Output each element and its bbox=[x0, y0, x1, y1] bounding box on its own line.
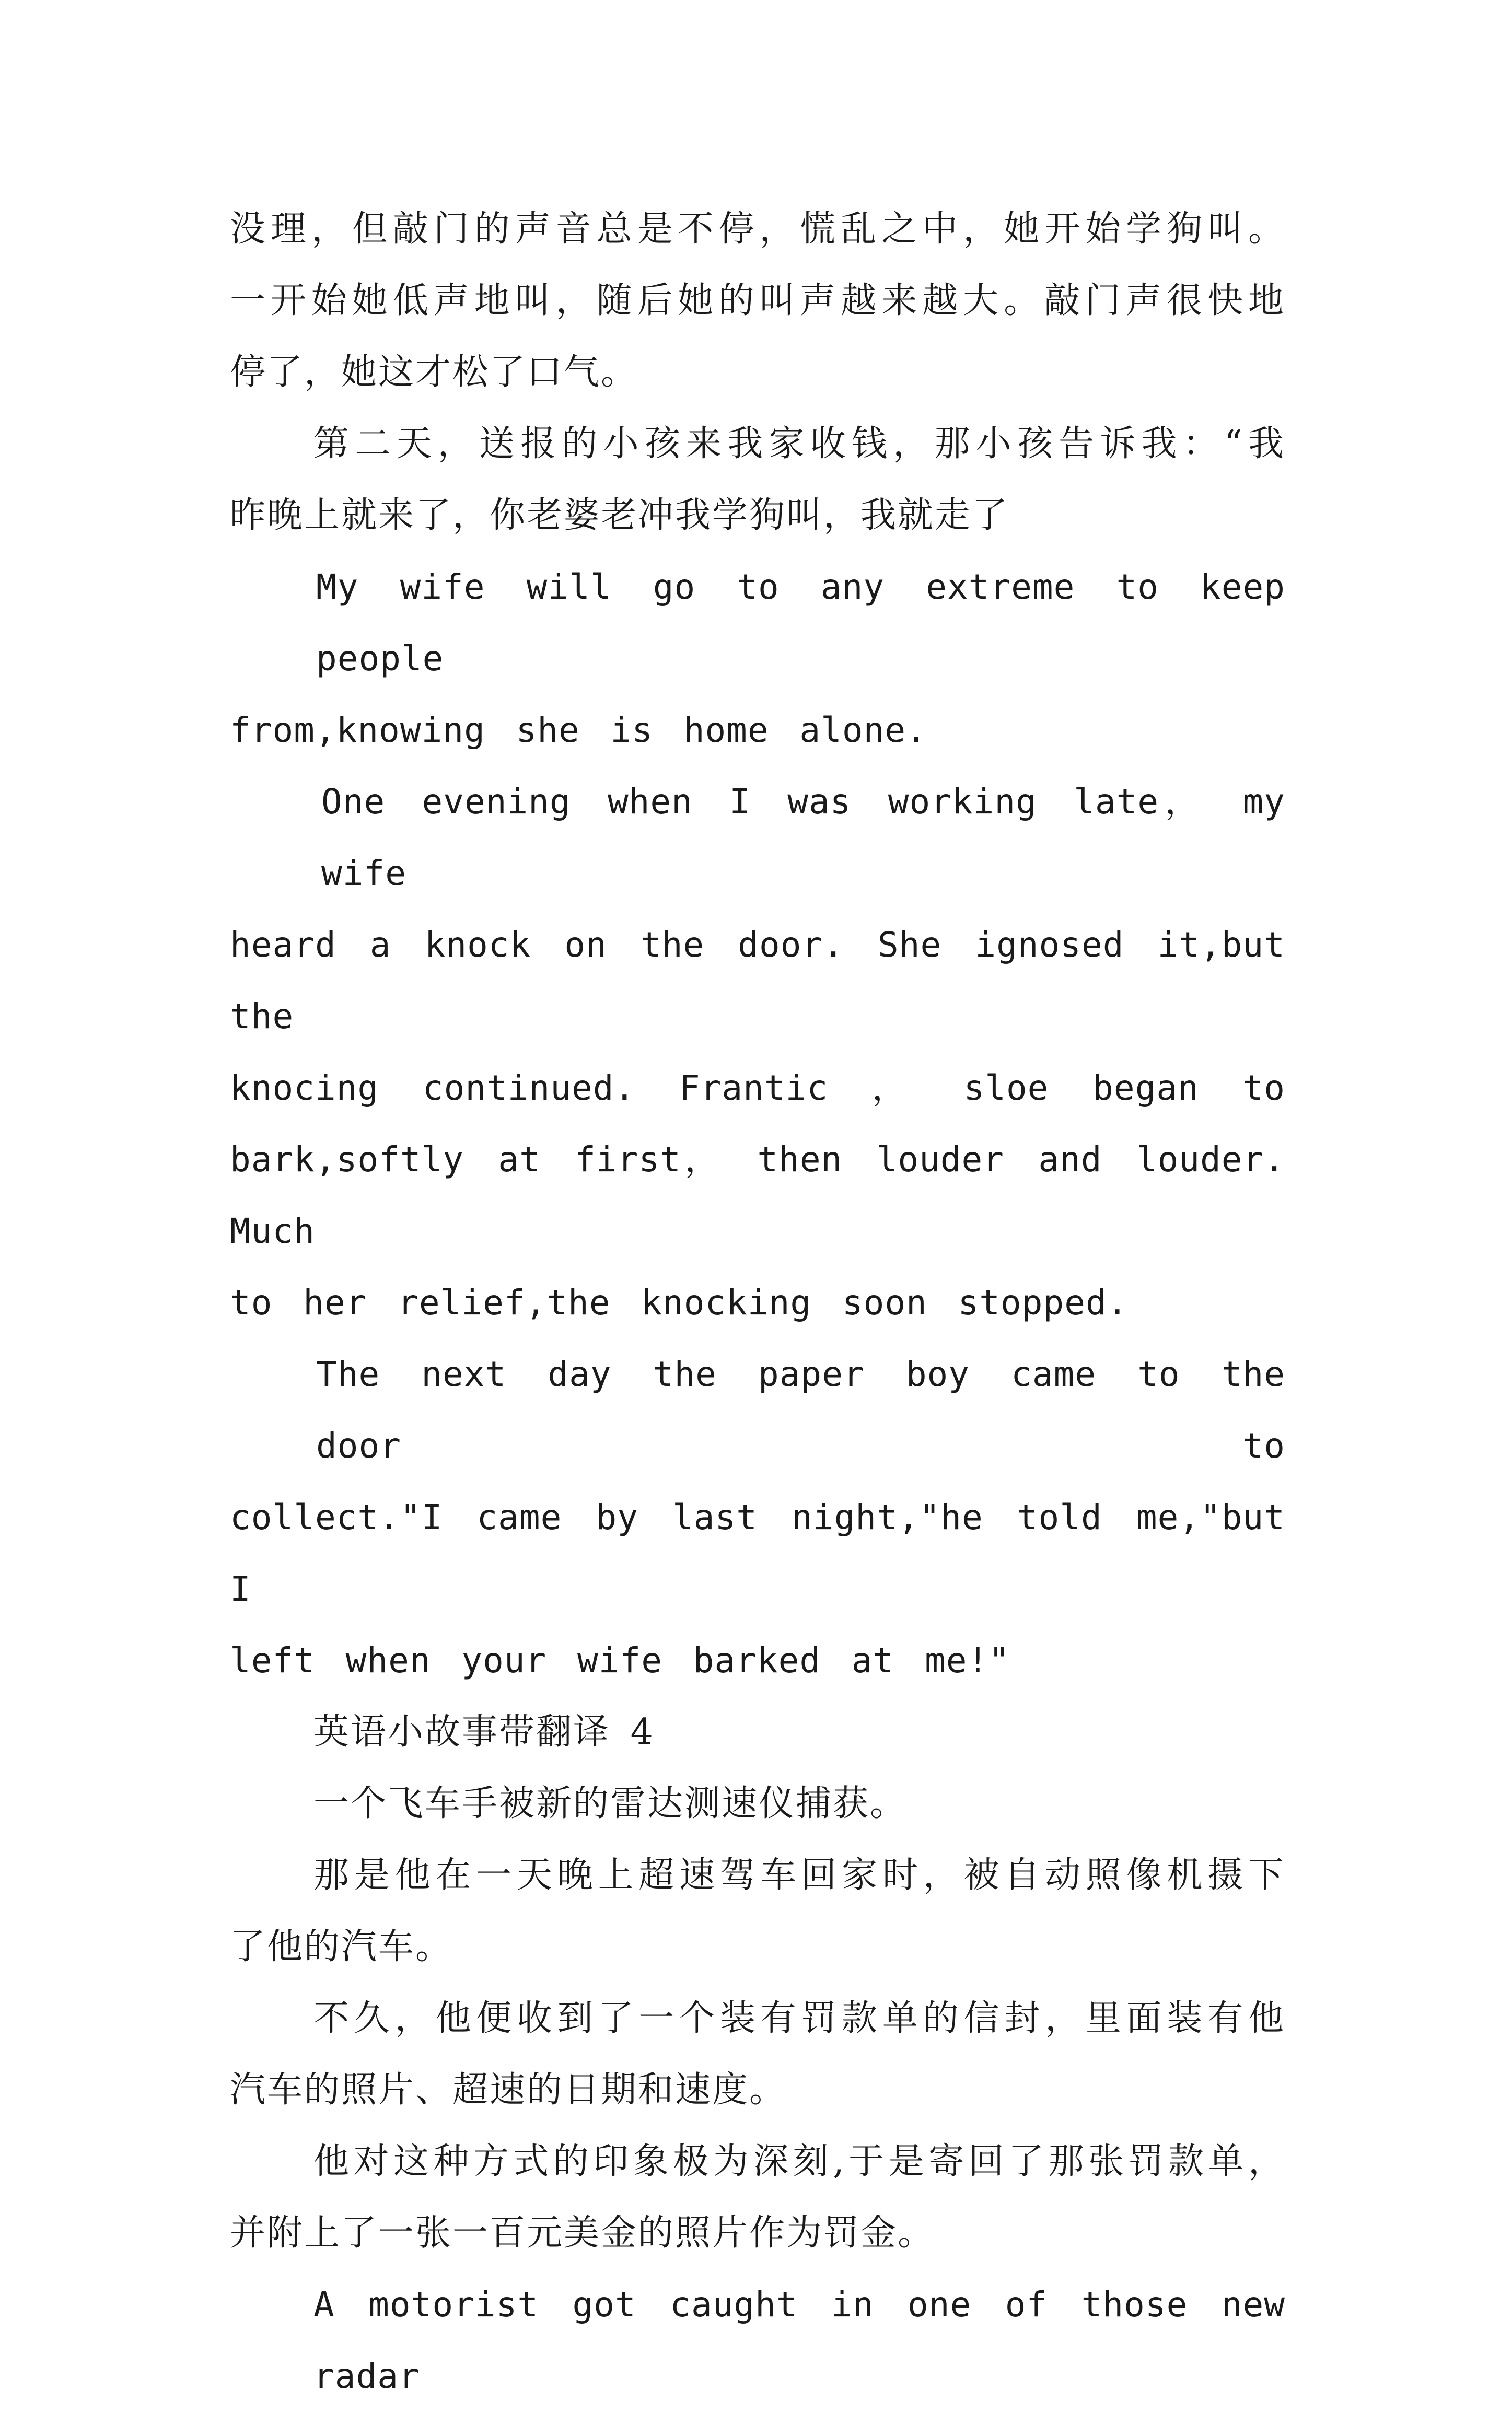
text-line: 昨晚上就来了，你老婆老冲我学狗叫，我就走了 bbox=[230, 495, 1009, 536]
document-page bbox=[230, 193, 1285, 2412]
text-line: 那是他在一天晚上超速驾车回家时，被自动照像机摄下 bbox=[313, 1855, 1285, 1896]
text-line: 一开始她低声地叫，随后她的叫声越来越大。敲门声很快地 bbox=[230, 280, 1285, 321]
paragraph-11 bbox=[230, 2269, 1285, 2412]
text-line: left when your wife barked at me!" bbox=[230, 1640, 1010, 1681]
paragraph-8 bbox=[230, 1839, 1285, 1983]
text-line: bark,softly at first， then louder and louder. Much bbox=[230, 1139, 1285, 1251]
text-line: 不久，他便收到了一个装有罚款单的信封，里面装有他 bbox=[313, 1998, 1285, 2039]
text-line: My wife will go to any extreme to keep people bbox=[316, 567, 1285, 679]
text-line: 汽车的照片、超速的日期和速度。 bbox=[230, 2069, 787, 2111]
text-line: 第二天，送报的小孩来我家收钱，那小孩告诉我：“我 bbox=[313, 423, 1285, 464]
paragraph-10 bbox=[230, 2126, 1285, 2269]
text-line: The next day the paper boy came to the door to bbox=[316, 1354, 1285, 1466]
text-line: heard a knock on the door. She ignosed it,but the bbox=[230, 925, 1285, 1036]
paragraph-9 bbox=[230, 1983, 1285, 2126]
paragraph-5 bbox=[230, 1338, 1285, 1696]
text-line: knocing continued. Frantic ， sloe began to bbox=[230, 1068, 1285, 1108]
text-line: 一个飞车手被新的雷达测速仪捕获。 bbox=[313, 1783, 908, 1824]
section-heading bbox=[230, 1696, 1285, 1768]
text-line: One evening when I was working late， my wife bbox=[321, 782, 1285, 893]
text-line: 他对这种方式的印象极为深刻,于是寄回了那张罚款单， bbox=[313, 2141, 1285, 2182]
paragraph-4 bbox=[230, 766, 1285, 1338]
text-line: A motorist got caught in one of those new radar bbox=[313, 2285, 1285, 2396]
text-line: 没理，但敲门的声音总是不停，慌乱之中，她开始学狗叫。 bbox=[230, 208, 1285, 250]
text-line: 了他的汽车。 bbox=[230, 1926, 453, 1967]
text-line: 并附上了一张一百元美金的照片作为罚金。 bbox=[230, 2212, 935, 2254]
text-line: from,knowing she is home alone. bbox=[230, 710, 927, 750]
text-line: 英语小故事带翻译 4 bbox=[313, 1711, 655, 1753]
paragraph-3 bbox=[230, 551, 1285, 766]
text-line: 停了，她这才松了口气。 bbox=[230, 352, 638, 393]
text-line: collect."I came by last night,"he told me,"but I bbox=[230, 1497, 1285, 1609]
paragraph-7 bbox=[230, 1768, 1285, 1839]
paragraph-2 bbox=[230, 408, 1285, 551]
paragraph-1 bbox=[230, 193, 1285, 408]
text-line: to her relief,the knocking soon stopped. bbox=[230, 1283, 1129, 1323]
